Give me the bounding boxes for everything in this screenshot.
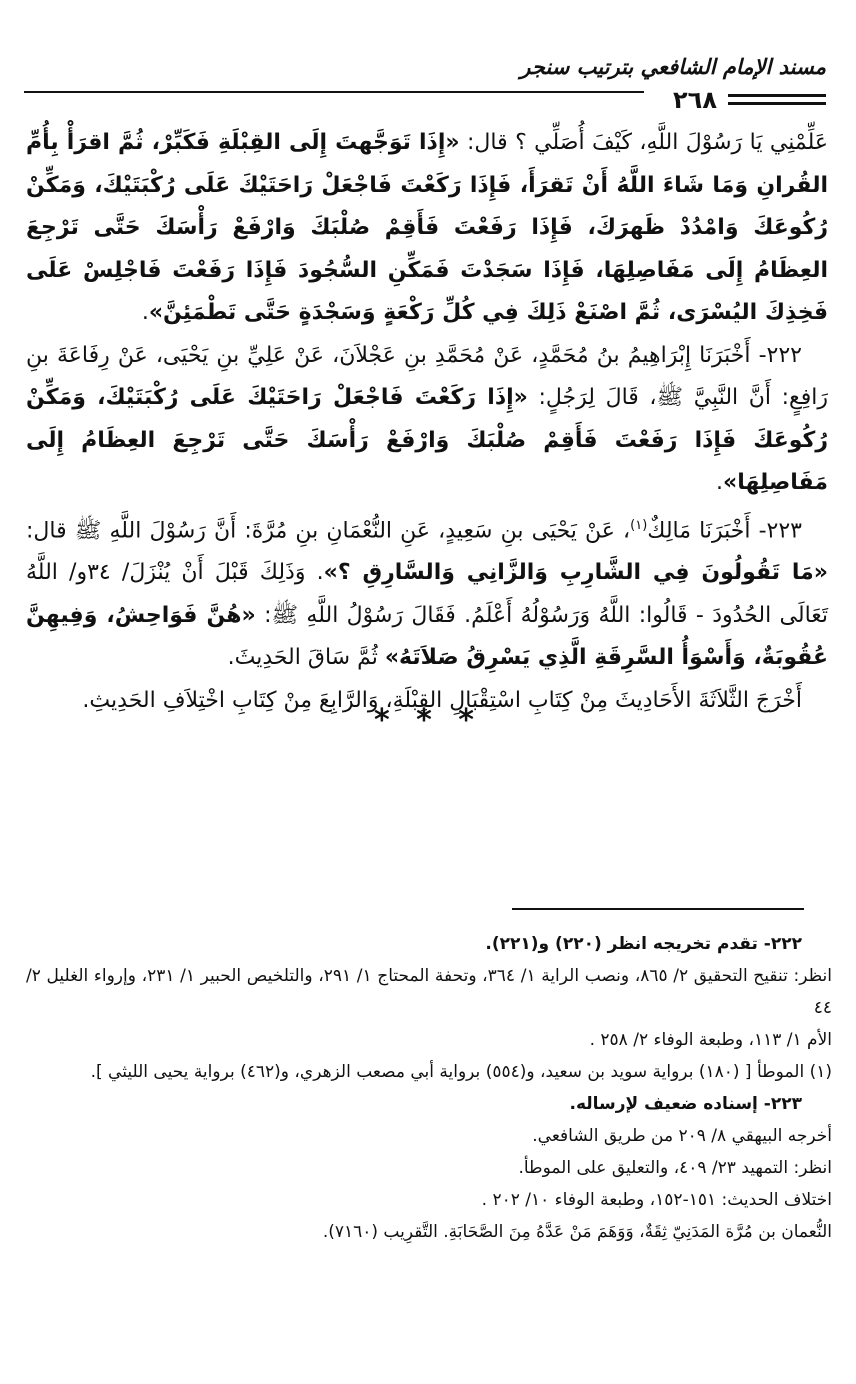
footnote-1: (١) الموطأ [ (١٨٠) برواية سويد بن سعيد، و(٥٥٤) برواية أبي مصعب الزهري، و(٤٦٢) برواية يحيى الليثي ]. — [90, 1062, 832, 1082]
hadith-quote: «إِذَا رَكَعْتَ فَاجْعَلْ رَاحَتَيْكَ عَلَى رُكْبَتَيْكَ، وَمَكِّنْ رُكُوعَكَ فَإِذَا رَفَعْتَ فَأَقِمْ صُلْبَكَ وَارْفَعْ رَأْسَكَ حَتَّى تَرْجِعَ العِظَامُ إِلَى مَفَاصِلِهَا» — [26, 385, 828, 495]
section-ornament: * * * — [374, 703, 482, 738]
text-segment: ٢٢٢- أَخْبَرَنَا إِبْرَاهِيمُ بنُ مُحَمَّدٍ، عَنْ مُحَمَّدِ بنِ عَجْلاَنَ، عَنْ عَلِيِّ بنِ يَحْيَى، عَنْ رِفَاعَةَ بنِ رَافِعٍ: أَنَّ النَّبِيَّ ﷺ، قَالَ لِرَجُلٍ: — [26, 342, 828, 410]
footnote-223-heading: ٢٢٣- إسناده ضعيف لإرساله. — [569, 1094, 802, 1114]
text-segment: عَلِّمْنِي يَا رَسُوْلَ اللَّهِ، كَيْفَ أُصَلِّي ؟ قال: — [459, 130, 828, 155]
footnote-line: اختلاف الحديث: ١٥١-١٥٢، وطبعة الوفاء ١٠/ ٢٠٢ . — [481, 1190, 832, 1210]
footnote-separator — [512, 908, 804, 910]
header-rule — [24, 91, 644, 111]
text-segment: . — [716, 470, 724, 495]
hadith-quote: «هُنَّ فَوَاحِشُ، وَفِيهِنَّ عُقُوبَةٌ، وَأَسْوَأُ السَّرِقَةِ الَّذِي يَسْرِقُ صَلاَتَهُ» — [26, 602, 828, 671]
paragraph-hadith-221-end — [26, 122, 828, 335]
text-segment: . وَذَلِكَ قَبْلَ أَنْ يُنْزَلَ/ ٣٤و/ اللَّهُ تَعَالَى الحُدُودَ - قَالُوا: اللَّهُ وَرَسُوْلُهُ أَعْلَمُ. فَقَالَ رَسُوْلُ اللَّهِ ﷺ: — [26, 560, 829, 628]
main-text — [26, 122, 828, 722]
footnote-line: النُّعمان بن مُرَّة المَدَنِيّ ثِقَةٌ، وَوَهَمَ مَنْ عَدَّهُ مِنَ الصَّحَابَةِ. التَّقرِيب (٧١٦٠). — [322, 1222, 832, 1242]
text-segment: ثُمَّ سَاقَ الحَدِيثَ. — [227, 645, 385, 671]
paragraph-takhrij: أَخْرَجَ الثَّلاَثَةَ الأَحَادِيثَ مِنْ كِتَابِ اسْتِقْبَالِ القِبْلَةِ، وَالرَّابِعَ مِنْ كِتَابِ اخْتِلاَفِ الحَدِيثِ. — [82, 687, 802, 713]
paragraph-hadith-223 — [26, 505, 828, 680]
paragraph-hadith-222 — [26, 335, 828, 505]
page-number: ٢٦٨ — [660, 86, 730, 114]
footnote-line: أخرجه البيهقي ٨/ ٢٠٩ من طريق الشافعي. — [532, 1126, 832, 1146]
header-double-rule — [728, 94, 826, 110]
footnote-line: انظر: تنقيح التحقيق ٢/ ٨٦٥، ونصب الراية ١/ ٣٦٤، وتحفة المحتاج ١/ ٢٩١، والتلخيص الحبير ١/ ٢٣١، وإرواء الغليل ٢/ ٤٤ — [26, 966, 833, 1018]
running-title: مسند الإمام الشافعي بترتيب سنجر — [520, 54, 826, 79]
footnotes — [26, 928, 832, 1248]
footnote-222-heading: ٢٢٢- تقدم تخريجه انظر (٢٢٠) و(٢٢١). — [485, 934, 802, 954]
text-segment: ٢٢٣- أَخْبَرَنَا مَالِكٌ — [647, 517, 802, 543]
hadith-quote: «إِذَا تَوَجَّهتَ إِلَى القِبْلَةِ فَكَبِّرْ، ثُمَّ اقرَأْ بِأُمِّ القُرانِ وَمَا شَاءَ اللَّهُ أَنْ تَقرَأَ، فَإِذَا رَكَعْتَ فَاجْعَلْ رَاحَتَيْكَ عَلَى رُكْبَتَيْكَ، وَمَكِّنْ رُكُوعَكَ وَامْدُدْ ظَهرَكَ، فَإِذَا رَفَعْتَ فَأَقِمْ صُلْبَكَ وَارْفَعْ رَأْسَكَ حَتَّى تَرْجِعَ العِظَامُ إِلَى مَفَاصِلِهَا، فَإِذَا سَجَدْتَ فَمَكِّنِ السُّجُودَ فَإِذَا رَفَعْتَ فَاجْلِسْ عَلَى فَخِذِكَ اليُسْرَى، ثُمَّ اصْنَعْ ذَلِكَ فِي كُلِّ رَكْعَةٍ وَسَجْدَةٍ حَتَّى تَطْمَئِنَّ» — [26, 130, 828, 325]
text-segment: . — [141, 300, 149, 325]
text-segment: ، عَنْ يَحْيَى بنِ سَعِيدٍ، عَنِ النُّعْمَانِ بنِ مُرَّةَ: أَنَّ رَسُوْلَ اللَّهِ ﷺ قال: — [26, 517, 631, 543]
hadith-quote: «مَا تَقُولُونَ فِي الشَّارِبِ وَالزَّانِي وَالسَّارِقِ ؟» — [323, 560, 828, 586]
footnote-line: الأم ١/ ١١٣، وطبعة الوفاء ٢/ ٢٥٨ . — [589, 1030, 832, 1050]
footnote-reference: (١) — [630, 517, 648, 533]
footnote-line: انظر: التمهيد ٢٣/ ٤٠٩، والتعليق على الموطأ. — [518, 1158, 832, 1178]
